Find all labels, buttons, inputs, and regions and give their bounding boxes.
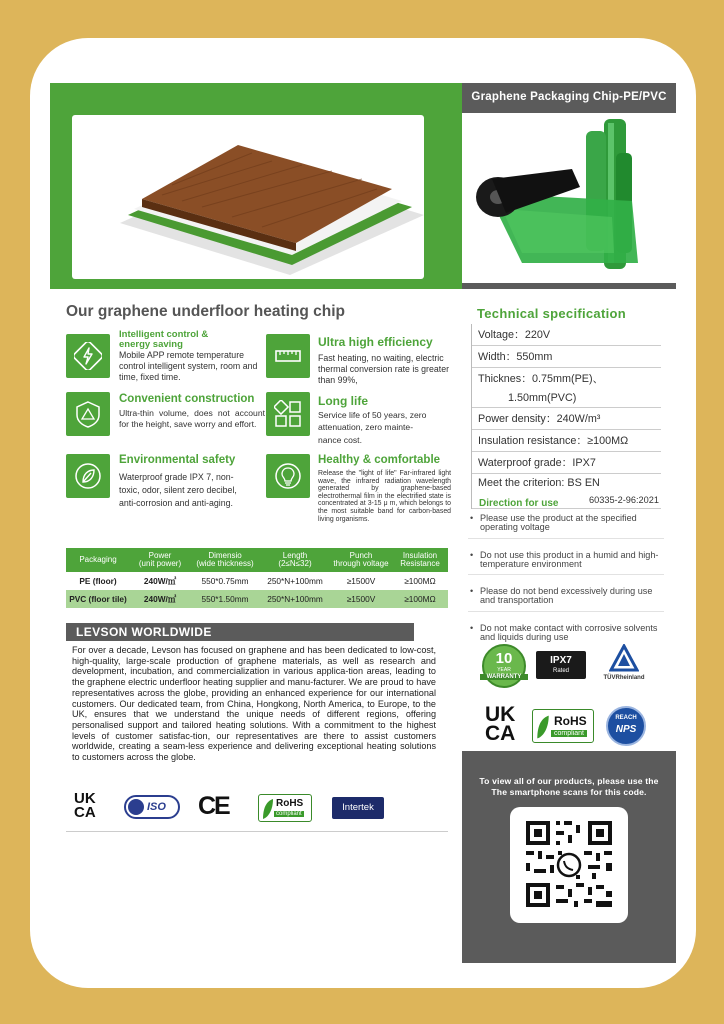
- floor-layers-image: [72, 115, 424, 279]
- spec-row-voltage: Voltage：220V: [472, 324, 661, 346]
- tuv-text: TÜVRheinland: [603, 675, 645, 681]
- tuv-triangle-icon: [609, 644, 639, 672]
- feature-healthy-comfortable: [266, 452, 466, 542]
- grid-squares-icon: [266, 392, 310, 436]
- spec-row-thickness: Thicknes：0.75mm(PE)、: [478, 373, 604, 385]
- product-panel-title: Graphene Packaging Chip-PE/PVC: [471, 91, 667, 103]
- intertek-logo: Intertek: [332, 797, 384, 819]
- tech-spec-list: [471, 324, 661, 509]
- feature-text: Mobile APP remote temperature control intelligent system, room and time, fixed time.: [119, 350, 258, 382]
- lightbulb-icon: [266, 454, 310, 498]
- qr-panel: [462, 751, 676, 963]
- table-cell: 550*0.75mm: [201, 576, 249, 586]
- spec-row-criterion-2: 60335-2-96:2021: [472, 492, 661, 509]
- table-cell: 240W/㎡: [130, 590, 190, 608]
- certification-logos-row: [70, 790, 450, 832]
- feature-title: Healthy & comfortable: [318, 454, 441, 466]
- iso-globe-icon: [128, 799, 144, 815]
- spec-row-waterproof: Waterproof grade：IPX7: [472, 452, 661, 474]
- ukca-top: UK: [74, 790, 96, 807]
- table-cell: ≥100MΩ: [404, 576, 436, 586]
- table-header-row: [66, 548, 448, 572]
- direction-title: Direction for use: [479, 498, 559, 509]
- table-header: Length (2≤N≤32): [260, 548, 330, 572]
- page-title: Our graphene underfloor heating chip: [66, 303, 346, 320]
- feature-text: Service life of 50 years, zero attenuation, zero mainte-nance cost.: [318, 410, 427, 445]
- reach-text: REACH: [615, 715, 637, 721]
- qr-code[interactable]: [510, 807, 628, 923]
- tuv-badge: [598, 644, 650, 690]
- table-cell: ≥1500V: [330, 590, 392, 608]
- table-cell: 250*N+100mm: [260, 590, 330, 608]
- table-header: Punch through voltage: [330, 548, 392, 572]
- ce-logo: CE: [198, 792, 229, 820]
- specification-table: [66, 548, 448, 608]
- ukca-logo: [74, 792, 96, 821]
- feature-text: Release the "light of life" Far-infrared light wave, the infrared radiation wavelength generated by graphene-based electrothermal film in the electrified state is concentrated at 3-15 μ m, which belongs to the most suitable band for carbon-based living organisms.: [318, 470, 451, 523]
- spec-row-power-density: Power density：240W/m³: [472, 408, 661, 430]
- ukca-badge: [485, 703, 516, 745]
- worldwide-heading: LEVSON WORLDWIDE: [66, 623, 414, 641]
- table-header: Dimensio (wide thickness): [190, 548, 260, 572]
- lightning-icon: [66, 334, 110, 378]
- ukca-top: UK: [485, 703, 516, 726]
- ukca-bottom: CA: [485, 721, 516, 745]
- ruler-icon: [266, 334, 310, 378]
- feature-text: Fast heating, no waiting, electric thermal conversion rate is greater than 99%,: [318, 353, 450, 385]
- rohs-badge: [532, 709, 594, 743]
- feature-environmental-safety: [66, 452, 266, 532]
- rohs-logo: [258, 794, 312, 822]
- ukca-bottom: CA: [74, 804, 96, 822]
- tech-spec-title: Technical specification: [477, 306, 626, 321]
- direction-list: [468, 514, 664, 659]
- iso-text: ISO: [147, 801, 166, 813]
- rohs-text: RoHS: [554, 714, 587, 728]
- spec-row-insulation: Insulation resistance：≥100MΩ: [472, 430, 661, 452]
- qr-instructions: To view all of our products, please use the The smartphone scans for this code.: [479, 776, 659, 797]
- rohs-leaf-icon: [535, 712, 551, 742]
- spec-row-criterion: Meet the criterion: BS EN: [478, 477, 600, 489]
- table-cell: 240W/㎡: [143, 576, 177, 586]
- brochure-page: [30, 38, 696, 988]
- list-item: • Do not make contact with corrosive solvents and liquids during use: [468, 624, 664, 648]
- feature-title: Convenient construction: [119, 393, 255, 405]
- rohs-sub: compliant: [276, 811, 302, 817]
- feature-title: Intelligent control & energy saving: [119, 329, 209, 350]
- leaf-icon: [66, 454, 110, 498]
- qr-code-image: [510, 807, 628, 923]
- list-item: • Do not use this product in a humid and high-temperature environment: [468, 551, 664, 576]
- table-header: Insulation Resistance: [392, 548, 448, 572]
- triangle-shield-icon: [66, 392, 110, 436]
- divider-line: [66, 831, 448, 832]
- feature-ultra-efficiency: [266, 330, 466, 390]
- ipx7-sub: Rated: [552, 668, 569, 674]
- list-item: • Please do not bend excessively during use and transportation: [468, 587, 664, 612]
- warranty-badge: [482, 644, 526, 688]
- hero-banner: [50, 83, 463, 289]
- table-header: Power (unit power): [130, 548, 190, 572]
- feature-text: Waterproof grade IPX 7, non-toxic, odor, silent zero decibel, anti-corrosion and anti-aging.: [119, 472, 237, 508]
- table-header: Packaging: [66, 548, 130, 572]
- table-cell: PE (floor): [79, 576, 117, 586]
- rohs-leaf-icon: [261, 797, 275, 821]
- feature-intelligent-control: [66, 330, 266, 390]
- table-cell: 250*N+100mm: [267, 576, 323, 586]
- table-cell: ≥100MΩ: [392, 590, 448, 608]
- spec-row-thickness-2: 1.50mm(PVC): [472, 389, 661, 408]
- feature-convenient-construction: [66, 390, 266, 452]
- feature-title: Long life: [318, 394, 368, 408]
- table-row: [66, 572, 448, 590]
- warranty-year: YEAR: [497, 667, 511, 673]
- table-cell: PVC (floor tile): [66, 590, 130, 608]
- whatsapp-icon: [558, 854, 580, 876]
- ipx7-text: IPX7: [550, 655, 572, 666]
- spec-row-width: Width：550mm: [472, 346, 661, 368]
- table-row: [66, 590, 448, 608]
- feature-title: Environmental safety: [119, 454, 236, 466]
- worldwide-text: For over a decade, Levson has focused on graphene and has been dedicated to low-cost, high-quality, large-scale production of graphene materials, as well as research and development, incubation, and commercialization in various applica-tion areas, leading to the graphene electric underfloor heating supplier and manu-facturer. We are proud to have representatives across the globe, providing an enhanced experience for our international customers. Our dedicated team, from China, Hongkong, North America, to Europe, to the UK, ensures that we understand the unique needs of different regions, offering personalised support and tailored heating solutions. With a commitment to the highest levels of customer satisfac-tion, our representatives are there to assist customers worldwide, creating a seam-less experience and delivering exceptional heating solutions to customers across the globe.: [72, 645, 436, 763]
- reach-badge: [606, 706, 646, 746]
- feature-long-life: [266, 390, 466, 452]
- nps-text: NPS: [615, 724, 637, 735]
- list-item: • Please use the product at the specified operating voltage: [468, 514, 664, 539]
- rohs-sub: compliant: [551, 730, 587, 737]
- iso-logo: [124, 795, 180, 819]
- feature-title: Ultra high efficiency: [318, 335, 433, 349]
- film-roll-image: [462, 113, 676, 283]
- feature-text: Ultra-thin volume, does not account for the height, save worry and effort.: [119, 408, 265, 429]
- table-cell: ≥1500V: [346, 576, 376, 586]
- rohs-text: RoHS: [276, 798, 304, 809]
- warranty-num: 10: [495, 650, 513, 667]
- ipx7-badge: [536, 651, 586, 679]
- table-cell: 550*1.50mm: [190, 590, 260, 608]
- product-panel: [462, 83, 676, 289]
- warranty-text: WARRANTY: [480, 674, 528, 680]
